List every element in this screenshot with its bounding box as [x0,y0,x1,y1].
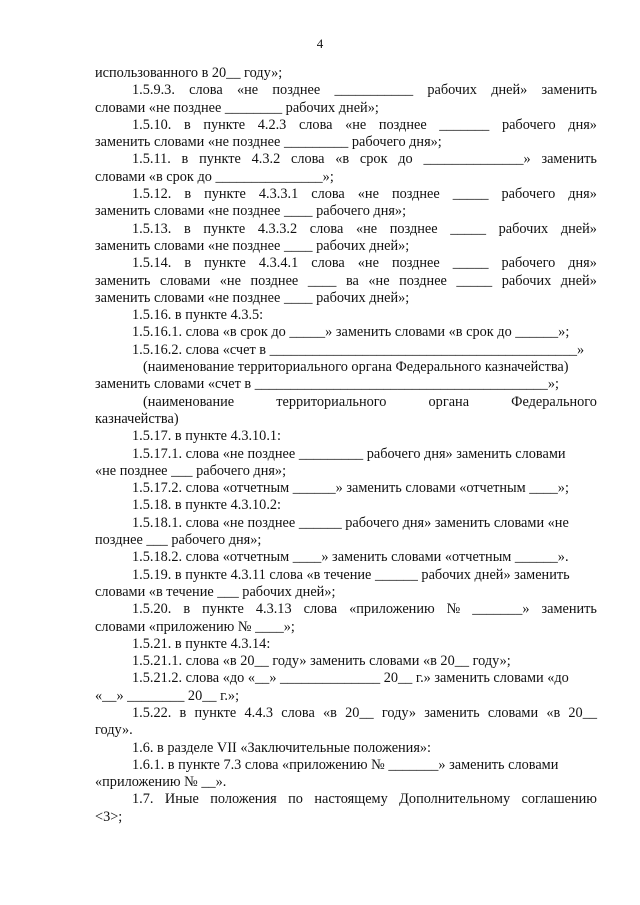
text-word: слова [309,220,344,237]
text-word: 1.5.21. в пункте 4.3.14: [132,635,271,652]
page-number: 4 [316,36,324,51]
text-line [95,428,597,445]
text-word: пункте [202,601,244,618]
text-line [95,238,597,255]
text-word: году». [95,722,133,739]
text-word: дней» [560,272,597,289]
text-word: словами «приложению № ____»; [95,618,295,635]
text-word: дней» [491,82,528,99]
text-word: пункте [203,116,246,133]
text-line [95,515,597,532]
text-line [95,791,597,808]
text-word: 1.5.20. [132,601,172,618]
text-word: дня» [568,186,597,203]
text-word: позднее [272,82,321,99]
text-line [95,809,597,826]
text-word: № [446,601,461,618]
text-line [95,722,597,739]
text-line [95,82,597,99]
text-word: «не [219,272,241,289]
text-word: пункте [204,255,246,272]
text-word: «в [546,704,561,721]
text-word: году» [381,704,417,721]
text-word: слова [303,601,338,618]
text-word: _______» [472,601,530,618]
document-body [95,65,597,826]
text-word: заменить словами «не позднее ____ рабочего дня»; [95,203,407,220]
text-line [95,774,597,791]
text-line [95,497,597,514]
text-line [95,359,597,376]
text-word: заменить [541,82,597,99]
text-word: слова [290,151,325,168]
text-word: 20__ [568,704,597,721]
text-word: казначейства) [95,410,179,427]
text-word: заменить [424,704,480,721]
text-word: 1.5.12. [132,186,172,203]
text-word: «приложению [349,601,435,618]
text-word: рабочих [427,82,477,99]
text-word: 1.5.22. [132,704,172,721]
text-line [95,532,597,549]
text-line [95,100,597,117]
text-line [95,376,597,393]
text-line [95,636,597,653]
text-line [95,653,597,670]
text-word: позднее [250,272,299,289]
text-word: 1.5.21.1. слова «в 20__ году» заменить словами «в 20__ году»; [132,653,511,670]
text-word: слова [298,116,333,133]
text-word: 1.5.17.2. слова «отчетным ______» заменить словами «отчетным ____»; [132,480,569,497]
text-word: использованного в 20__ году»; [95,65,283,81]
text-word: в [183,116,191,133]
text-word: позднее [391,186,440,203]
text-word: 1.5.18. в пункте 4.3.10.2: [132,497,282,514]
text-word: заменить [95,272,151,289]
text-line [95,169,597,186]
text-word: «не [368,272,390,289]
text-word: _____ [452,186,489,203]
text-word: _____ [450,220,486,237]
text-word: в [183,220,191,237]
text-word: _____ [452,255,489,272]
text-word: 1.6.1. в пункте 7.3 слова «приложению № _______» заменить словами [132,756,559,773]
text-word: органа [428,393,470,410]
text-word: 4.3.3.1 [258,186,299,203]
text-word: в [184,255,192,272]
text-word: в [184,186,192,203]
text-word: 4.3.4.1 [258,255,299,272]
text-word: заменить [541,601,597,618]
text-line [95,117,597,134]
text-line [95,619,597,636]
text-line [95,688,597,705]
text-word: ва [345,272,359,289]
text-word: «в [335,151,350,168]
text-line [95,705,597,722]
text-line [95,601,597,618]
text-word: позднее [378,116,427,133]
text-word: Дополнительному [399,791,511,808]
text-word: 1.5.18.2. слова «отчетным ____» заменить словами «отчетным ______». [132,549,569,566]
text-word: <3>; [95,808,123,825]
text-word: 1.5.16. в пункте 4.3.5: [132,307,264,324]
text-word: «не [355,220,378,237]
text-line [95,394,597,411]
text-word: _____ [456,272,493,289]
text-line [95,549,597,566]
text-word: 1.6. в разделе VII «Заключительные положения»: [132,739,432,756]
text-word: пункте [194,704,237,721]
text-line [95,446,597,463]
text-word: территориального [276,393,387,410]
text-word: словами «в течение ___ рабочих дней»; [95,583,336,600]
text-word: слова [311,255,345,272]
text-word: 1.5.17.1. слова «не позднее _________ рабочего дня» заменить словами [132,445,566,462]
text-line [95,255,597,272]
text-word: по [288,791,303,808]
text-line [95,324,597,341]
text-line [95,203,597,220]
text-word: «приложению № __». [95,774,227,791]
text-line [95,584,597,601]
text-word: 1.5.16.2. слова «счет в ___________________________________________» [132,341,585,358]
text-word: «не [345,116,367,133]
text-line [95,463,597,480]
text-word: «не [357,186,379,203]
text-line [95,670,597,687]
text-word: 1.5.19. в пункте 4.3.11 слова «в течение ______ рабочих дней» заменить [132,566,570,583]
text-word: положения [210,791,277,808]
text-word: рабочих [498,220,549,237]
text-word: Федерального [511,393,597,410]
text-word: позднее [391,255,440,272]
text-line [95,65,597,82]
text-word: дней» [560,220,597,237]
text-word: настоящему [314,791,388,808]
text-word: 1.5.11. [132,151,171,168]
text-word: 1.5.13. [132,220,172,237]
text-word: в [181,151,189,168]
text-line [95,151,597,168]
text-word: словами «не позднее ________ рабочих дней»; [95,99,379,116]
text-word: рабочего [501,186,556,203]
text-word: слова [311,186,345,203]
text-word: в [183,601,191,618]
text-word: «не [236,82,259,99]
text-word: заменить словами «не позднее ____ рабочих дней»; [95,237,410,254]
text-word: слова [189,82,223,99]
text-word: 4.3.2 [251,151,281,168]
text-word: 1.5.16.1. слова «в срок до _____» заменить словами «в срок до ______»; [132,324,570,341]
text-word: (наименование [143,393,235,410]
text-line [95,134,597,151]
text-word: пункте [199,151,241,168]
text-word: позднее ___ рабочего дня»; [95,532,262,549]
text-line [95,273,597,290]
text-word: _______ [439,116,490,133]
text-word: словами [487,704,539,721]
text-word: позднее [389,220,438,237]
text-word: ______________» [423,151,531,168]
text-word: 1.5.17. в пункте 4.3.10.1: [132,428,282,445]
text-word: позднее [399,272,447,289]
text-word: рабочего [501,255,556,272]
text-word: дня» [568,116,597,133]
text-word: 4.2.3 [257,116,287,133]
text-line [95,290,597,307]
text-word: соглашению [521,791,597,808]
text-line [95,307,597,324]
text-word: 4.4.3 [244,704,274,721]
text-line [95,411,597,428]
text-word: «не позднее ___ рабочего дня»; [95,462,287,479]
text-word: в [179,704,187,721]
text-word: ____ [307,272,337,289]
text-line [95,567,597,584]
text-word: «не [357,255,379,272]
text-line [95,480,597,497]
text-word: заменить словами «не позднее ____ рабочих дней»; [95,289,410,306]
text-word: 20__ [345,704,374,721]
text-word: словами [160,272,211,289]
text-word: до [398,151,413,168]
text-line [95,221,597,238]
text-line [95,757,597,774]
text-word: 1.5.18.1. слова «не позднее ______ рабочего дня» заменить словами «не [132,514,569,531]
text-line [95,342,597,359]
text-word: 4.3.3.2 [257,220,298,237]
text-word: (наименование территориального органа Федерального казначейства) [143,359,569,376]
text-word: 1.5.10. [132,116,172,133]
text-word: «в [322,704,337,721]
text-word: 1.5.21.2. слова «до «__» ______________ 20__ г.» заменить словами «до [132,670,569,687]
text-word: ___________ [334,82,414,99]
text-word: 1.7. [132,791,154,808]
text-word: пункте [204,186,246,203]
text-word: пункте [203,220,246,237]
text-word: «__» ________ 20__ г.»; [95,687,240,704]
text-word: дня» [568,255,597,272]
text-word: 1.5.14. [132,255,172,272]
text-word: заменить словами «счет в _________________________________________»; [95,376,559,393]
text-word: Иные [164,791,199,808]
text-word: заменить словами «не позднее _________ рабочего дня»; [95,134,442,151]
text-word: рабочих [501,272,552,289]
text-word: слова [281,704,315,721]
text-word: 1.5.9.3. [132,82,175,99]
text-line [95,740,597,757]
text-word: словами «в срок до _______________»; [95,168,334,185]
text-word: заменить [541,151,597,168]
text-line [95,186,597,203]
text-word: 4.3.13 [255,601,292,618]
text-word: срок [359,151,388,168]
text-word: рабочего [501,116,556,133]
